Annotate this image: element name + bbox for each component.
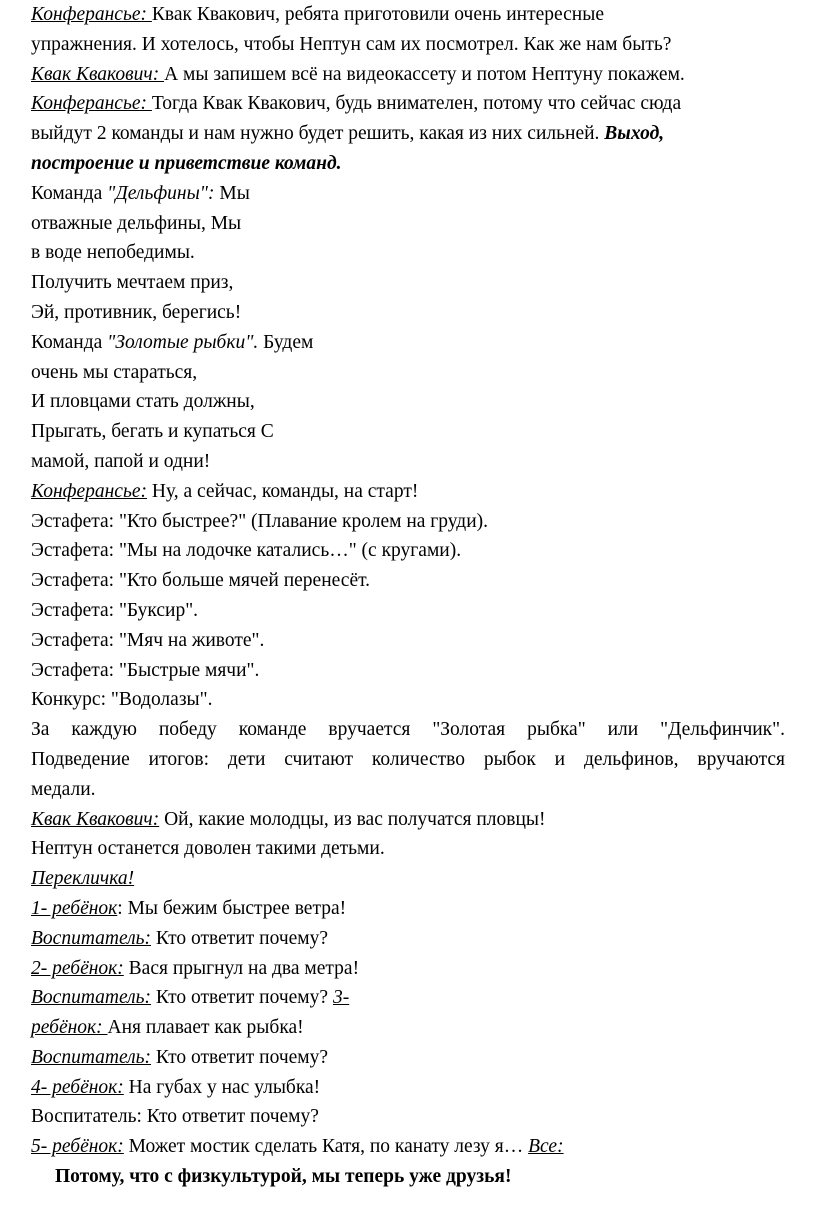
speaker-label: Квак Квакович: [31, 808, 160, 830]
closing-line [31, 1162, 785, 1192]
text-line [31, 89, 785, 119]
text-line [31, 834, 785, 864]
line-text: Прыгать, бегать и купаться С [31, 421, 274, 443]
text-line [31, 268, 785, 298]
line-text: мамой, папой и одни! [31, 450, 211, 472]
speaker-label: ребёнок: [31, 1017, 108, 1039]
text-line [31, 924, 785, 954]
text-line [31, 447, 785, 477]
line-text: Может мостик сделать Катя, по канату лезу я… [123, 1136, 529, 1158]
text-line [31, 358, 785, 388]
text-line [31, 238, 785, 268]
text-line [31, 179, 785, 209]
line-text: Получить мечтаем приз, [31, 272, 234, 294]
line-text: Ну, а сейчас, команды, на старт! [146, 480, 419, 502]
line-text: Эстафета: "Мяч на животе". [31, 629, 265, 651]
text-line [31, 119, 785, 149]
speaker-label: Конферансье: [31, 93, 152, 115]
speaker-label: 2- ребёнок: [31, 957, 124, 979]
line-text: Мы [214, 182, 250, 204]
text-line [31, 864, 785, 894]
text-line [31, 536, 785, 566]
text-line [31, 507, 785, 537]
line-text: Квак Квакович, ребята приготовили очень интересные [151, 4, 604, 25]
line-text: Вася прыгнул на два метра! [123, 957, 360, 979]
text-line [31, 656, 785, 686]
document-page [31, 0, 785, 1192]
line-text: Конкурс: "Водолазы". [31, 689, 213, 711]
speaker-label: Перекличка! [31, 868, 135, 890]
line-text: А мы запишем всё на видеокассету и потом Нептуну покажем. [164, 63, 685, 85]
speaker-label: 3- [332, 987, 350, 1009]
stage-direction: построение и приветствие команд. [31, 152, 342, 174]
stage-direction: Выход, [604, 123, 665, 145]
text-line [31, 1102, 785, 1132]
line-text: Воспитатель: Кто ответит почему? [31, 1106, 319, 1128]
speaker-label: Воспитатель: [31, 987, 152, 1009]
line-text: очень мы стараться, [31, 361, 198, 383]
line-text: Эстафета: "Буксир". [31, 599, 199, 621]
line-text: Эй, противник, берегись! [31, 301, 242, 323]
line-text: : Мы бежим быстрее ветра! [117, 897, 347, 919]
line-text: Ой, какие молодцы, из вас получатся пловцы! [159, 808, 546, 830]
text-line [31, 328, 785, 358]
text-line [31, 626, 785, 656]
speaker-label: 5- ребёнок: [31, 1136, 124, 1158]
speaker-label: Все: [528, 1136, 564, 1158]
line-text: Кто ответит почему? [151, 987, 333, 1009]
text-line [31, 477, 785, 507]
text-line [31, 1132, 785, 1162]
text-line [31, 1073, 785, 1103]
text-line [31, 1043, 785, 1073]
line-text: Нептун останется доволен такими детьми. [31, 838, 385, 860]
speaker-label: Воспитатель: [31, 1046, 152, 1068]
text-line [31, 60, 785, 90]
line-text: Эстафета: "Быстрые мячи". [31, 659, 260, 681]
speaker-label: Квак Квакович: [31, 63, 165, 85]
team-name: "Дельфины": [107, 182, 215, 204]
line-text: Кто ответит почему? [151, 927, 329, 949]
text-line [31, 566, 785, 596]
line-text: упражнения. И хотелось, чтобы Нептун сам их посмотрел. Как же нам быть? [31, 33, 672, 55]
closing-text: Потому, что с физкультурой, мы теперь уже друзья! [55, 1166, 512, 1188]
line-text: отважные дельфины, Мы [31, 212, 242, 234]
line-text: выйдут 2 команды и нам нужно будет решить, какая из них сильней. [31, 123, 605, 145]
line-text: Будем [258, 331, 314, 353]
text-line [31, 596, 785, 626]
text-line [31, 0, 785, 30]
speaker-label: 1- ребёнок [31, 897, 118, 919]
speaker-label: Воспитатель: [31, 927, 152, 949]
line-text: Эстафета: "Мы на лодочке катались…" (с кругами). [31, 540, 462, 562]
line-text: в воде непобедимы. [31, 242, 195, 264]
line-text: Эстафета: "Кто больше мячей перенесёт. [31, 570, 371, 592]
text-line [31, 954, 785, 984]
text-line [31, 149, 785, 179]
text-line [31, 30, 785, 60]
text-line [31, 745, 785, 775]
text-line [31, 417, 785, 447]
text-line [31, 983, 785, 1013]
text-line [31, 715, 785, 745]
line-text: Команда [31, 331, 108, 353]
line-text: Тогда Квак Квакович, будь внимателен, потому что сейчас сюда [151, 93, 682, 115]
text-line [31, 387, 785, 417]
speaker-label: Конферансье: [31, 480, 147, 502]
line-text: Аня плавает как рыбка! [107, 1017, 304, 1039]
text-line [31, 685, 785, 715]
text-line [31, 209, 785, 239]
line-text: За каждую победу команде вручается "Золотая рыбка" или "Дельфинчик". [31, 719, 785, 741]
line-text: Эстафета: "Кто быстрее?" (Плавание кролем на груди). [31, 510, 489, 532]
text-line [31, 894, 785, 924]
speaker-label: Конферансье: [31, 4, 152, 25]
line-text: Команда [31, 182, 108, 204]
line-text: медали. [31, 778, 96, 800]
line-text: На губах у нас улыбка! [123, 1076, 321, 1098]
text-line [31, 1013, 785, 1043]
line-text: Кто ответит почему? [151, 1046, 329, 1068]
line-text: И пловцами стать должны, [31, 391, 255, 413]
speaker-label: 4- ребёнок: [31, 1076, 124, 1098]
text-line [31, 298, 785, 328]
text-line [31, 775, 785, 805]
team-name: "Золотые рыбки". [107, 331, 259, 353]
text-line [31, 805, 785, 835]
line-text: Подведение итогов: дети считают количество рыбок и дельфинов, вручаются [31, 748, 785, 770]
